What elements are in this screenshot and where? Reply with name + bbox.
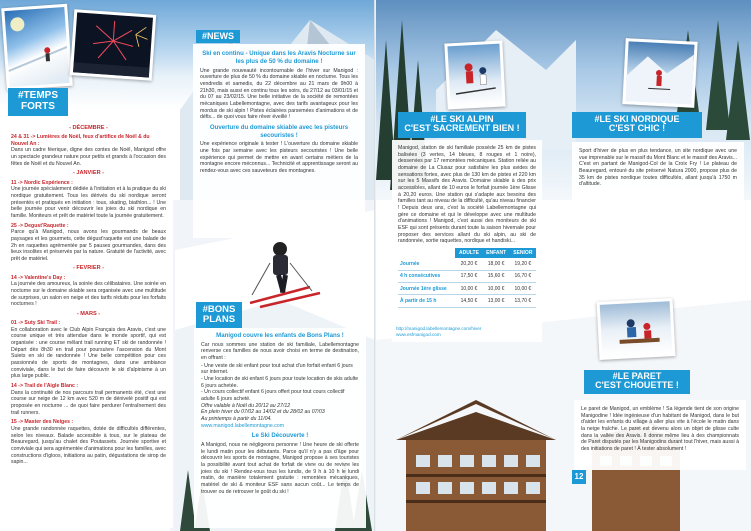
ski-nordique-tag: [572, 112, 702, 138]
labellemontagne-link[interactable]: http://manigod.labellemontagne.com/hiver: [396, 326, 482, 331]
ski-pass-price-table: [398, 248, 536, 308]
le-paret-title: C'EST CHOUETTE !: [595, 380, 679, 391]
ski-nordique-hash: #LE SKI NORDIQUE: [594, 114, 680, 124]
month-march: - MARS -: [76, 310, 101, 317]
ski-alpin-content: [392, 140, 542, 342]
le-paret-tag: [584, 370, 690, 394]
event-date: 15 -> Master des Neiges :: [11, 419, 74, 426]
le-paret-text: Le paret de Manigod, un emblème ! Sa légende tient de son origine Manigodine ! Idée ingénieuse d'un habitant de Manigod, dans le but d'aider les enfants du village à aller plus vite à l'école le matin dans la neige fraîche. Le paret est devenu alors un objet de glisse culte dans la vallée des Aravis. Il donne même lieu à des championnats de Paret disputés par les Manigodins durant tout l'hiver, mais aussi à des initiations de paret ! À tester absolument !: [581, 406, 739, 452]
le-paret-hash: #LE PARET: [612, 371, 662, 381]
event-date: 01 -> Suty Ski Trail :: [11, 320, 61, 327]
child-skier-image: [240, 235, 330, 315]
event-date: 11 -> Nordic Expérience :: [11, 179, 73, 186]
bons-plans-offer-2: En plein hiver du 07/02 au 14/02 et du 28/02 au 07/03: [201, 409, 325, 416]
price-header-senior: SENIOR: [510, 248, 536, 258]
table-row: 4 h consécutives 17,50 € 15,60 € 16,70 €: [398, 270, 536, 282]
bons-plans-tag: [196, 302, 242, 328]
bons-plans-list-item: - Un cours collectif enfant 6 jours offert pour tout cours collectif adulte 6 jours acheté.: [201, 389, 345, 403]
event-text: Dans un cadre féerique, digne des contes de Noël, Manigod offre un spectacle grandeur nature pour petits et grands à l'occasion des fêtes de Noël et du Nouvel An.: [11, 147, 166, 167]
bons-plans-offer-1: Offre valable à Noël du 20/12 au 27/12: [201, 402, 291, 409]
bons-plans-offer-3: Au printemps à partir du 11/04.: [201, 416, 272, 423]
photo-paret-sled: [597, 298, 676, 360]
event-text: En collaboration avec le Club Alpin Français des Aravis, c'est une course unique et très attendue dans le monde sportif, qui est organisée : une course mêlant trail running ET ski de randonnée ! Départ dès 8h30 en trail pour poursuivre l'ascension du Mont Suiets en ski de randonnée ! Une belle compétition pour ces passionnés de sports de montagnes, dans une ambiance conviviale, dans le but de faire découvrir le ski d'alpinisme à un plus large public.: [11, 326, 166, 380]
left-page: [0, 0, 375, 531]
bons-plans-text-1: Car nous sommes une station de ski familiale, Labellemontagne renverse ces familles de nous avoir choisi en terme de destination, en offrant :: [201, 341, 359, 362]
right-page: [376, 0, 751, 531]
event-text: Parce qu'à Manigod, nous avons les gourmands de beaux paysages et les gourmets, cette dégust'raquette est une balade de 2h en raquettes agrémentée par 5 pauses gourmandes, dans des lieux insolites et préservés par la nature. Gratuité de l'activité, avec prêt de matériel.: [11, 229, 166, 262]
event-date: 25 -> Degust'Raquette :: [11, 222, 69, 229]
photo-family-skiers: [444, 41, 505, 110]
month-december: - DÉCEMBRE -: [69, 125, 108, 131]
ski-decouverte-title: Le Ski Découverte !: [251, 432, 309, 440]
news-tag: [196, 30, 240, 43]
ski-nordique-content: [572, 142, 744, 206]
ski-alpin-tag: [398, 112, 526, 138]
bons-plans-link[interactable]: www.manigod.labellemontagne.com: [201, 422, 285, 429]
month-february: - FEVRIER -: [72, 265, 105, 272]
bons-plans-list-item: - Une veste de ski enfant pour tout achat d'un forfait enfant 6 jours sur internet.: [201, 362, 353, 376]
event-date: 14 -> Valentine's Day :: [11, 274, 66, 281]
news-content: [193, 44, 365, 238]
ski-alpin-links: [396, 326, 546, 338]
ski-alpin-title: C'EST SACREMENT BIEN !: [404, 123, 520, 134]
event-text: Dans la continuité de nos parcours trail permanents été, c'est une course sur neige de 12 km avec 520 m de dénivelé positif qui est proposée en nocturne ... de quoi faire perdurer l'entraînement des trail runners.: [11, 389, 166, 416]
news-hash: #NEWS: [201, 31, 234, 41]
news-headline: Ski en continu - Unique dans les Aravis Nocturne sur les plus de 50 % du domaine !: [202, 50, 356, 65]
bons-plans-headline: Manigod couvre les enfants de Bons Plans !: [216, 332, 344, 339]
temps-forts-hash: #TEMPS: [17, 90, 58, 101]
event-text: La journée des amoureux, la soirée des célibataires. Une soirée en nocturne sur le domaine skiable sera organisée avec une multitude de surprises, un salon en neige et des tarifs réduits pour les forfaits nocturnes !: [11, 281, 166, 308]
ski-alpin-hash: #LE SKI ALPIN: [430, 114, 494, 124]
news-subtitle-2: Ouverture du domaine skiable avec les pisteurs secouristes !: [209, 123, 349, 139]
photo-nordic-skier: [622, 38, 697, 108]
bons-plans-hash: #BONS: [202, 304, 236, 315]
news-text-2: Une expérience originale à tester ! L'ouverture du domaine skiable une fois par semaine avec les pisteurs secouristes ! Une belle expérience qui permet de mettre en avant certains métiers de la montagne encore méconnus... Technicité et apprentissage seront au rendez-vous avec ces sauveteurs des montagnes.: [200, 141, 358, 175]
photo-fireworks: [70, 9, 156, 81]
bons-plans-list-item: - Une location de ski enfant 6 jours pour toute location de skis adulte 6 jours achetée.: [201, 376, 359, 389]
news-text-1: Une grande nouveauté incontournable de l'hiver sur Manigod : ouverture de plus de 50 % du domaine skiable en nocturne. Tous les vendredis et samedis, du 22 décembre au 21 mars de 9h00 à 21h30, mais aussi en continu tous les soirs, du 27/12 au 03/01/15 et du 07 au 23/02/15. Une belle initiative de la société de remontées mécaniques Labellemontagne, avec des tarifs avantageux pour les mordus de ski alpin ! Pistes éclairées parsemées d'animations et de défis... de quoi vous faire rêver éveillé !: [200, 67, 358, 121]
table-row: Journée 20,20 € 18,00 € 19,20 €: [398, 258, 536, 270]
temps-forts-title: FORTS: [21, 100, 55, 112]
bons-plans-title: PLANS: [202, 313, 236, 325]
event-date: 24 & 31 -> Lumières de Noël, feux d'artifice de Noël & du Nouvel An :: [11, 134, 150, 147]
table-row: À partir de 15 h 14,50 € 13,00 € 13,70 €: [398, 295, 536, 307]
bons-plans-content: [194, 328, 366, 528]
slope-sign: 12: [572, 470, 586, 484]
le-paret-content: [574, 400, 746, 470]
price-header-adult: ADULTE: [455, 248, 482, 258]
ski-nordique-text: Sport d'hiver de plus en plus tendance, un site nordique avec une vue imprenable sur le massif du Mont Blanc et le massif des Aravis... C'est en partant de Manigod-Col de la Croix Fry ! Le plateau de Beauregard, entouré du site préservé Natura 2000, propose plus de 35 km de pistes nordique toutes difficultés, allant jusqu'à 1750 m d'altitude.: [579, 148, 737, 188]
ski-decouverte-text: A Manigod, nous ne négligeons personne ! Une heure de ski offerte le lundi matin pour les débutants. Parce qu'il n'y a pas d'âge pour découvrir les sports de montagne, Manigod propose à ses touristes la possibilité avant tout achat de forfait de vivre ou de revivre les joies du ski ! Rendez-vous tous les lundis, de 9 h à 10 h le lundi matin, de manière totalement gratuite : remontées mécaniques, matériel de ski & moniteur ESF sans aucun coût... Le temps de trouver ou de retrouver le goût du ski !: [201, 442, 359, 495]
table-row: Journée 1ère glisse 10,00 € 10,00 € 10,00 €: [398, 283, 536, 295]
photo-skier-slope: [1, 4, 73, 90]
event-text: Une journée spécialement dédiée à l'initiation et à la pratique du ski nordique gratuitement. Tous les dérivés du ski nordique seront présentés et pratiqués en initiation : tous, skating, biathlon... ! Une belle journée pour venir découvrir les joies du ski nordique en famille. Moniteurs et prêt de matériel toute la journée gratuitement.: [11, 186, 166, 219]
event-text: Une grande randonnée raquettes, dotée de difficultés différentes, selon les niveaux. Balade accessible à tous, sur le plateau de Beauregard, jusqu'au chalet des Poutassets. Journée sportive et conviviale qui sera agrémentée d'animations pour les familles, avec constructions d'igloos, initiations au patin, dégustations de sirop de sapin...: [11, 425, 166, 466]
month-january: - JANVIER -: [72, 170, 105, 177]
temps-forts-content: [4, 118, 173, 528]
event-date: 14 -> Trail de l'Aigle Blanc :: [11, 382, 79, 389]
ski-nordique-title: C'EST CHIC !: [608, 123, 666, 134]
price-header-child: ENFANT: [483, 248, 510, 258]
esf-link[interactable]: www.esfmanigod.com: [396, 331, 441, 337]
temps-forts-tag: [8, 88, 68, 116]
ski-alpin-text: Manigod, station de ski familiale possède 25 km de pistes balisées (3 vertes, 14 bleues, 8 rouges et 1 noire), desservies par 17 remontées mécaniques. Station reliée au domaine de La Clusaz pour satisfaire les plus avides de sensations fortes, avec plus de 130 km de pistes et 220 km sur les 5 Massifs des Aravis. Domaine skiable à des prix accessibles, allant de 10 euros le forfait journée 1ère Glisse à 20,20 euros. Une station qui s'adapte aux besoins des familles tant au niveau de la difficulté, qu'au niveau financier ! Depuis deux ans, c'est la société Labellemontagne qui gère ce domaine et qui le développe avec une multitude d'animations ! Manigod, c'est aussi des moniteurs de ski ESF qui sont présents durant toute la saison hivernale pour proposer des services allant du ski alpin, au ski de randonnée, sortie raquettes, nordique et handiski...: [398, 145, 536, 245]
